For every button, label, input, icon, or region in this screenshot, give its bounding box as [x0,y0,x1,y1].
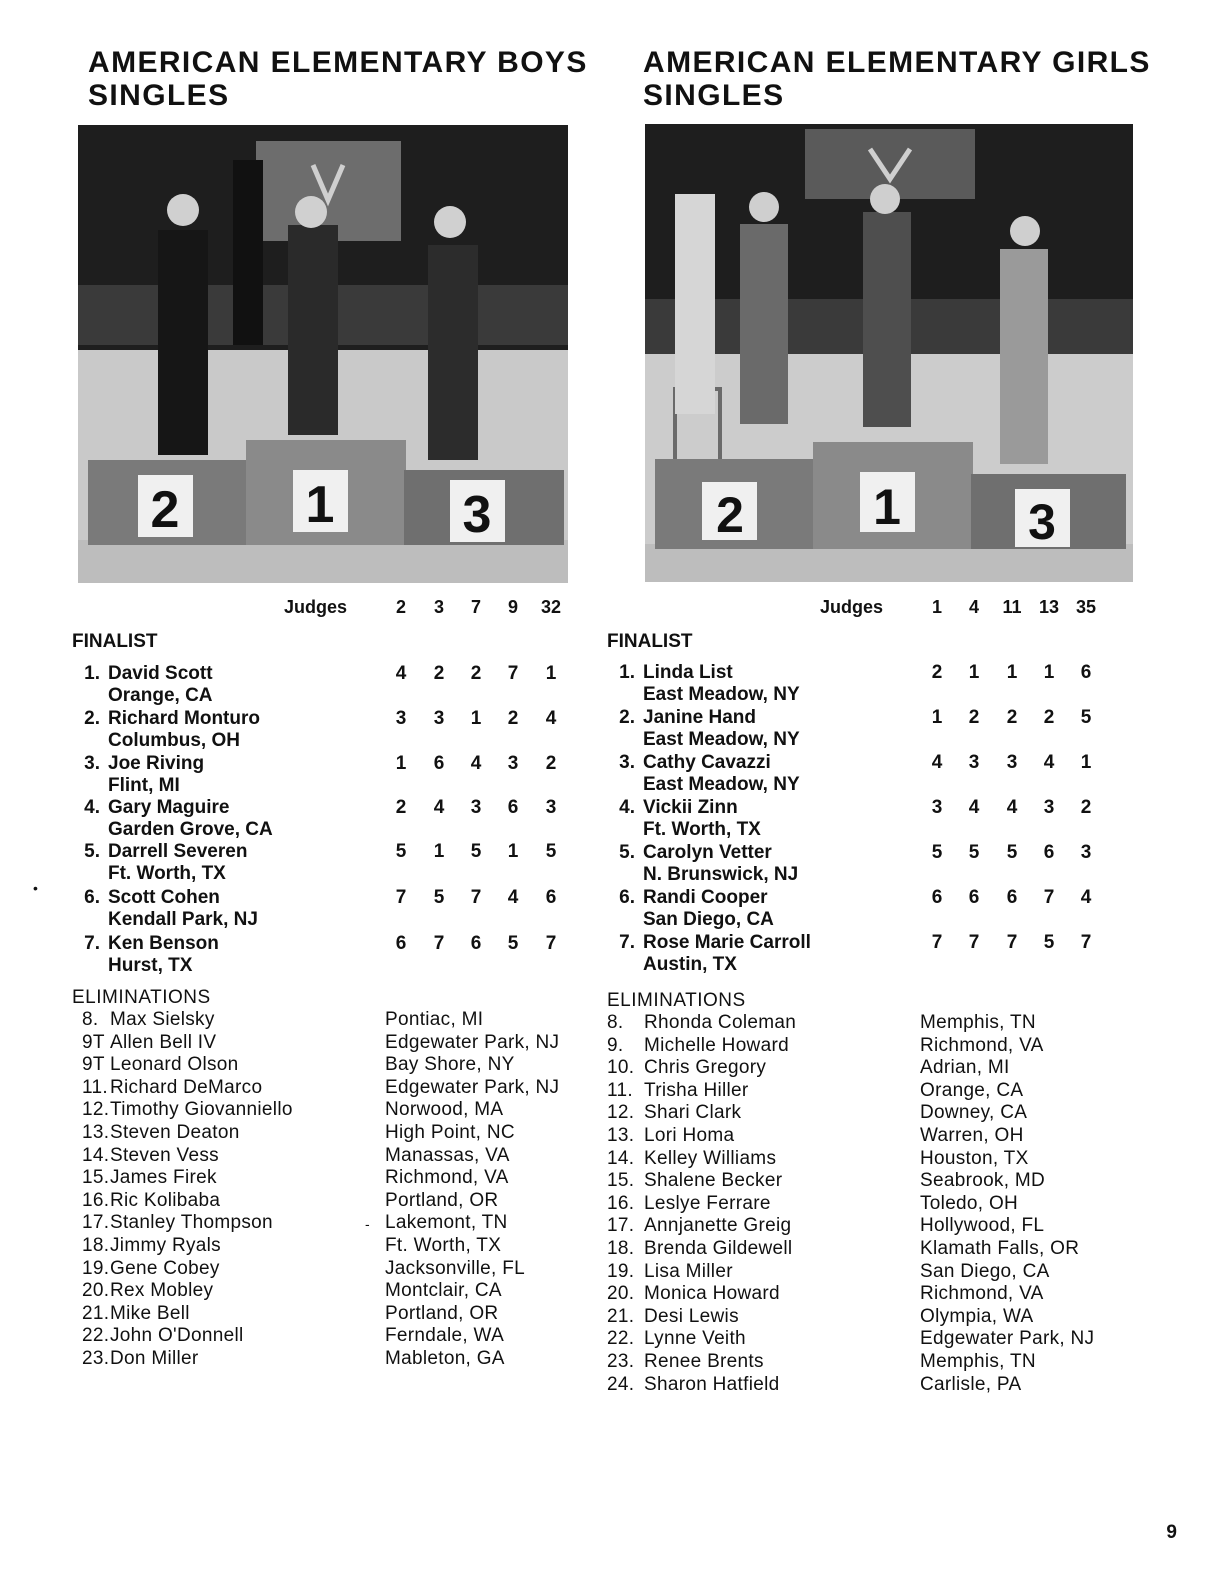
judge-score: 6 [1006,887,1018,908]
elimination-location: Norwood, MA [385,1099,504,1121]
elimination-name: Michelle Howard [644,1034,789,1056]
finalist-rank: 6. [84,887,100,908]
judge-number: 3 [433,597,444,617]
judge-score: 3 [395,708,407,729]
page-number: 9 [1166,1522,1177,1543]
elimination-location: Ferndale, WA [385,1325,505,1347]
finalist-location: Ft. Worth, TX [108,863,226,885]
finalist-rank: 4. [619,797,635,818]
podium-number-3: 3 [1028,494,1056,550]
judge-number: 2 [395,597,406,617]
elimination-rank: 9T [82,1031,105,1053]
finalist-label: FINALIST [72,631,158,652]
elimination-rank: 14. [607,1147,635,1169]
judge-score: 3 [1043,797,1055,818]
judge-score: 6 [433,753,445,774]
elimination-location: San Diego, CA [920,1260,1050,1282]
elimination-name: Leslye Ferrare [644,1192,771,1214]
judge-score: 5 [470,841,482,863]
girls-title: AMERICAN ELEMENTARY GIRLS SINGLES [643,46,1151,112]
judges-label: Judges [820,597,884,617]
elimination-rank: 21. [82,1302,110,1324]
elimination-location: Edgewater Park, NJ [385,1031,560,1053]
judge-score: 5 [1043,932,1055,953]
judge-score: 5 [545,841,557,863]
finalist-rank: 6. [619,887,635,908]
judge-score: 7 [1006,932,1018,953]
elimination-location: Adrian, MI [920,1057,1010,1079]
judge-number: 32 [540,597,562,617]
elimination-name: Lisa Miller [644,1260,733,1282]
finalist-rank: 7. [619,932,635,953]
eliminations-label: ELIMINATIONS [607,990,746,1011]
judge-score: 1 [507,841,519,863]
judge-score: 7 [395,887,407,908]
elimination-rank: 12. [607,1102,635,1124]
judge-score: 3 [1080,842,1092,863]
finalist-rank: 3. [619,752,635,773]
judge-score: 4 [1080,887,1092,908]
judge-score: 7 [1043,887,1055,908]
elimination-rank: 17. [82,1212,110,1234]
boys-photo-image [78,125,568,583]
elimination-name: James Firek [110,1167,217,1189]
elimination-rank: 14. [82,1144,110,1166]
finalist-location: East Meadow, NY [643,684,800,705]
finalist-name: Vickii Zinn [643,797,738,818]
judge-score: 1 [1006,662,1018,683]
elimination-location: Pontiac, MI [385,1009,484,1030]
finalist-location: Columbus, OH [108,730,240,751]
judge-score: 7 [968,932,980,953]
elimination-rank: 17. [607,1215,635,1237]
elimination-name: Shalene Becker [644,1170,783,1192]
elimination-location: Lakemont, TN [385,1212,508,1234]
elimination-name: Kelley Williams [644,1147,777,1169]
elimination-rank: 19. [607,1260,635,1282]
podium-number-2: 2 [716,487,744,543]
elimination-rank: 23. [82,1348,110,1369]
girls-photo-image [645,124,1133,582]
judge-score: 2 [545,753,557,774]
elimination-name: Steven Deaton [110,1122,240,1143]
elimination-location: Portland, OR [385,1189,499,1211]
elimination-name: Jimmy Ryals [110,1235,221,1256]
elimination-location: Edgewater Park, NJ [920,1328,1095,1350]
elimination-rank: 8. [607,1012,624,1033]
finalist-location: East Meadow, NY [643,774,800,795]
finalist-location: Austin, TX [643,954,737,975]
finalist-location: San Diego, CA [643,909,774,930]
girls-podium-photo [645,124,1133,582]
elimination-name: Timothy Giovanniello [110,1099,293,1121]
judge-number: 9 [507,597,518,617]
finalist-name: Gary Maguire [108,796,230,818]
elimination-name: Annjanette Greig [644,1215,792,1237]
finalist-name: Darrell Severen [108,841,248,863]
elimination-rank: 9T [82,1054,105,1076]
judge-score: 5 [1006,842,1018,863]
judge-score: 2 [507,708,519,729]
elimination-location: Klamath Falls, OR [920,1238,1080,1259]
finalist-rank: 5. [619,842,635,863]
elimination-rank: 19. [82,1257,110,1279]
elimination-location: Richmond, VA [920,1283,1044,1305]
judge-score: 4 [470,753,482,774]
elimination-name: Ric Kolibaba [110,1189,221,1211]
elimination-location: Jacksonville, FL [385,1257,525,1279]
judge-number: 13 [1038,597,1060,617]
elimination-rank: 11. [607,1079,633,1101]
finalist-location: East Meadow, NY [643,729,800,750]
judge-score: 1 [968,662,980,683]
elimination-name: Trisha Hiller [644,1079,749,1101]
elimination-name: Monica Howard [644,1283,780,1305]
judge-score: 3 [433,708,445,729]
podium-number-1: 1 [305,476,335,534]
judge-score: 7 [507,663,519,684]
podium-number-3: 3 [462,486,492,544]
judge-score: 7 [931,932,943,953]
elimination-location: Olympia, WA [920,1305,1034,1327]
podium-number-1: 1 [873,479,901,535]
podium-number-2: 2 [150,481,180,539]
boys-title: AMERICAN ELEMENTARY BOYS SINGLES [88,46,588,112]
finalist-name: Richard Monturo [108,708,260,729]
elimination-name: Renee Brents [644,1351,764,1372]
elimination-name: Lynne Veith [644,1328,746,1350]
finalist-location: Orange, CA [108,685,213,706]
elimination-rank: 23. [607,1351,635,1372]
finalist-rank: 3. [84,753,100,774]
judge-score: 2 [931,662,943,683]
judge-score: 6 [545,887,557,908]
finalist-name: Linda List [643,662,733,683]
elimination-rank: 21. [607,1305,635,1327]
elimination-location: Mableton, GA [385,1348,505,1369]
elimination-name: Richard DeMarco [110,1076,263,1098]
finalist-location: Kendall Park, NJ [108,909,258,930]
elimination-name: Mike Bell [110,1302,190,1324]
judge-score: 6 [395,933,407,954]
elimination-name: Steven Vess [110,1144,219,1166]
elimination-name: Leonard Olson [110,1054,239,1076]
judge-score: 2 [433,663,445,684]
finalist-name: Randi Cooper [643,887,768,908]
judge-score: 1 [470,708,482,729]
elimination-rank: 18. [607,1238,635,1259]
elimination-name: Gene Cobey [110,1257,220,1279]
judge-score: 1 [395,753,407,774]
judge-score: 1 [545,663,557,684]
elimination-name: Sharon Hatfield [644,1373,780,1395]
judge-score: 6 [1043,842,1055,863]
elimination-rank: 16. [607,1192,635,1214]
finalist-name: Rose Marie Carroll [643,932,811,953]
elimination-location: Hollywood, FL [920,1215,1045,1237]
judge-score: 6 [1080,662,1092,683]
elimination-location: Edgewater Park, NJ [385,1076,560,1098]
elimination-location: Houston, TX [920,1147,1029,1169]
judge-score: 3 [507,753,519,774]
finalist-name: Cathy Cavazzi [643,752,771,773]
judge-score: 4 [395,663,407,684]
judge-score: 3 [545,796,557,818]
judge-score: 5 [1080,707,1092,728]
judge-score: 5 [507,933,519,954]
elimination-rank: 13. [82,1122,110,1143]
finalist-rank: 5. [84,841,100,863]
judge-score: 2 [1043,707,1055,728]
elimination-name: Brenda Gildewell [644,1238,793,1259]
judge-score: 2 [470,663,482,684]
finalist-location: Flint, MI [108,775,180,796]
elimination-name: Allen Bell IV [110,1031,217,1053]
judge-score: 6 [470,933,482,954]
finalist-name: Carolyn Vetter [643,842,772,863]
finalist-rank: 1. [84,663,100,684]
finalist-location: N. Brunswick, NJ [643,864,799,885]
judge-score: 5 [395,841,407,863]
finalist-name: David Scott [108,663,213,684]
judge-score: 4 [1006,797,1018,818]
eliminations-label: ELIMINATIONS [72,987,211,1008]
elimination-rank: 10. [607,1057,635,1079]
elimination-rank: 13. [607,1125,635,1146]
elimination-name: Lori Homa [644,1125,735,1146]
finalist-location: Hurst, TX [108,955,193,976]
judge-score: 3 [931,797,943,818]
judge-score: 4 [507,887,519,908]
judge-score: 2 [1080,797,1092,818]
judge-score: 7 [433,933,445,954]
judge-score: 4 [931,752,943,773]
finalist-rank: 2. [619,707,635,728]
finalist-name: Janine Hand [643,707,756,728]
judge-score: 2 [1006,707,1018,728]
elimination-location: Richmond, VA [920,1034,1044,1056]
judge-score: 3 [470,796,482,818]
finalist-name: Joe Riving [108,753,205,774]
boys-podium-photo [78,125,568,583]
elimination-name: Max Sielsky [110,1009,215,1030]
judge-score: 3 [968,752,980,773]
judge-score: 7 [1080,932,1092,953]
elimination-rank: 20. [82,1280,110,1302]
elimination-name: Shari Clark [644,1102,742,1124]
judge-score: 4 [545,708,557,729]
elimination-location: Manassas, VA [385,1144,510,1166]
judge-score: 7 [470,887,482,908]
judge-score: 7 [545,933,557,954]
elimination-location: Memphis, TN [920,1012,1036,1033]
elimination-location: Warren, OH [920,1125,1024,1146]
judge-score: 1 [1080,752,1092,773]
judge-score: 2 [395,796,407,818]
elimination-location: Carlisle, PA [920,1373,1022,1395]
judge-score: 5 [968,842,980,863]
judge-score: 6 [507,796,519,818]
elimination-location: Memphis, TN [920,1351,1036,1372]
judge-score: 1 [931,707,943,728]
elimination-rank: 15. [82,1167,110,1189]
finalist-label: FINALIST [607,631,693,652]
elimination-rank: 18. [82,1235,110,1256]
elimination-location: Richmond, VA [385,1167,509,1189]
judge-score: 4 [968,797,980,818]
elimination-rank: 9. [607,1034,624,1056]
finalist-location: Garden Grove, CA [108,818,273,840]
elimination-location: Bay Shore, NY [385,1054,515,1076]
elimination-location: Ft. Worth, TX [385,1235,502,1256]
finalist-rank: 7. [84,933,100,954]
judge-score: 6 [968,887,980,908]
elimination-location: Downey, CA [920,1102,1028,1124]
judge-number: 11 [1002,597,1022,617]
judge-number: 4 [968,597,979,617]
elimination-rank: 8. [82,1009,99,1030]
judge-score: 6 [931,887,943,908]
judge-number: 35 [1075,597,1097,617]
finalist-rank: 1. [619,662,635,683]
elimination-name: Desi Lewis [644,1305,739,1327]
judge-number: 7 [470,597,481,617]
judge-score: 1 [1043,662,1055,683]
judge-score: 5 [433,887,445,908]
stray-mark: - [365,1216,370,1232]
finalist-rank: 4. [84,796,100,818]
finalist-location: Ft. Worth, TX [643,819,761,840]
elimination-name: Don Miller [110,1348,199,1369]
elimination-rank: 16. [82,1189,110,1211]
judge-score: 2 [968,707,980,728]
judge-score: 4 [1043,752,1055,773]
elimination-rank: 22. [607,1328,635,1350]
judge-number: 1 [931,597,942,617]
elimination-name: Chris Gregory [644,1057,767,1079]
judge-score: 4 [433,796,445,818]
elimination-rank: 12. [82,1099,110,1121]
finalist-name: Scott Cohen [108,887,220,908]
elimination-name: Rex Mobley [110,1280,214,1302]
elimination-location: Portland, OR [385,1302,499,1324]
elimination-rank: 24. [607,1373,635,1395]
elimination-rank: 20. [607,1283,635,1305]
judge-score: 3 [1006,752,1018,773]
elimination-location: Montclair, CA [385,1280,502,1302]
judge-score: 1 [433,841,445,863]
elimination-rank: 22. [82,1325,110,1347]
finalist-rank: 2. [84,708,100,729]
elimination-rank: 15. [607,1170,635,1192]
elimination-location: High Point, NC [385,1122,515,1143]
elimination-name: John O'Donnell [110,1325,244,1347]
elimination-rank: 11. [82,1076,108,1098]
finalist-name: Ken Benson [108,933,219,954]
elimination-location: Seabrook, MD [920,1170,1046,1192]
elimination-location: Orange, CA [920,1079,1024,1101]
elimination-name: Rhonda Coleman [644,1012,797,1033]
elimination-name: Stanley Thompson [110,1212,273,1234]
judges-label: Judges [284,597,348,617]
judge-score: 5 [931,842,943,863]
elimination-location: Toledo, OH [920,1192,1019,1214]
stray-mark: • [33,880,38,896]
